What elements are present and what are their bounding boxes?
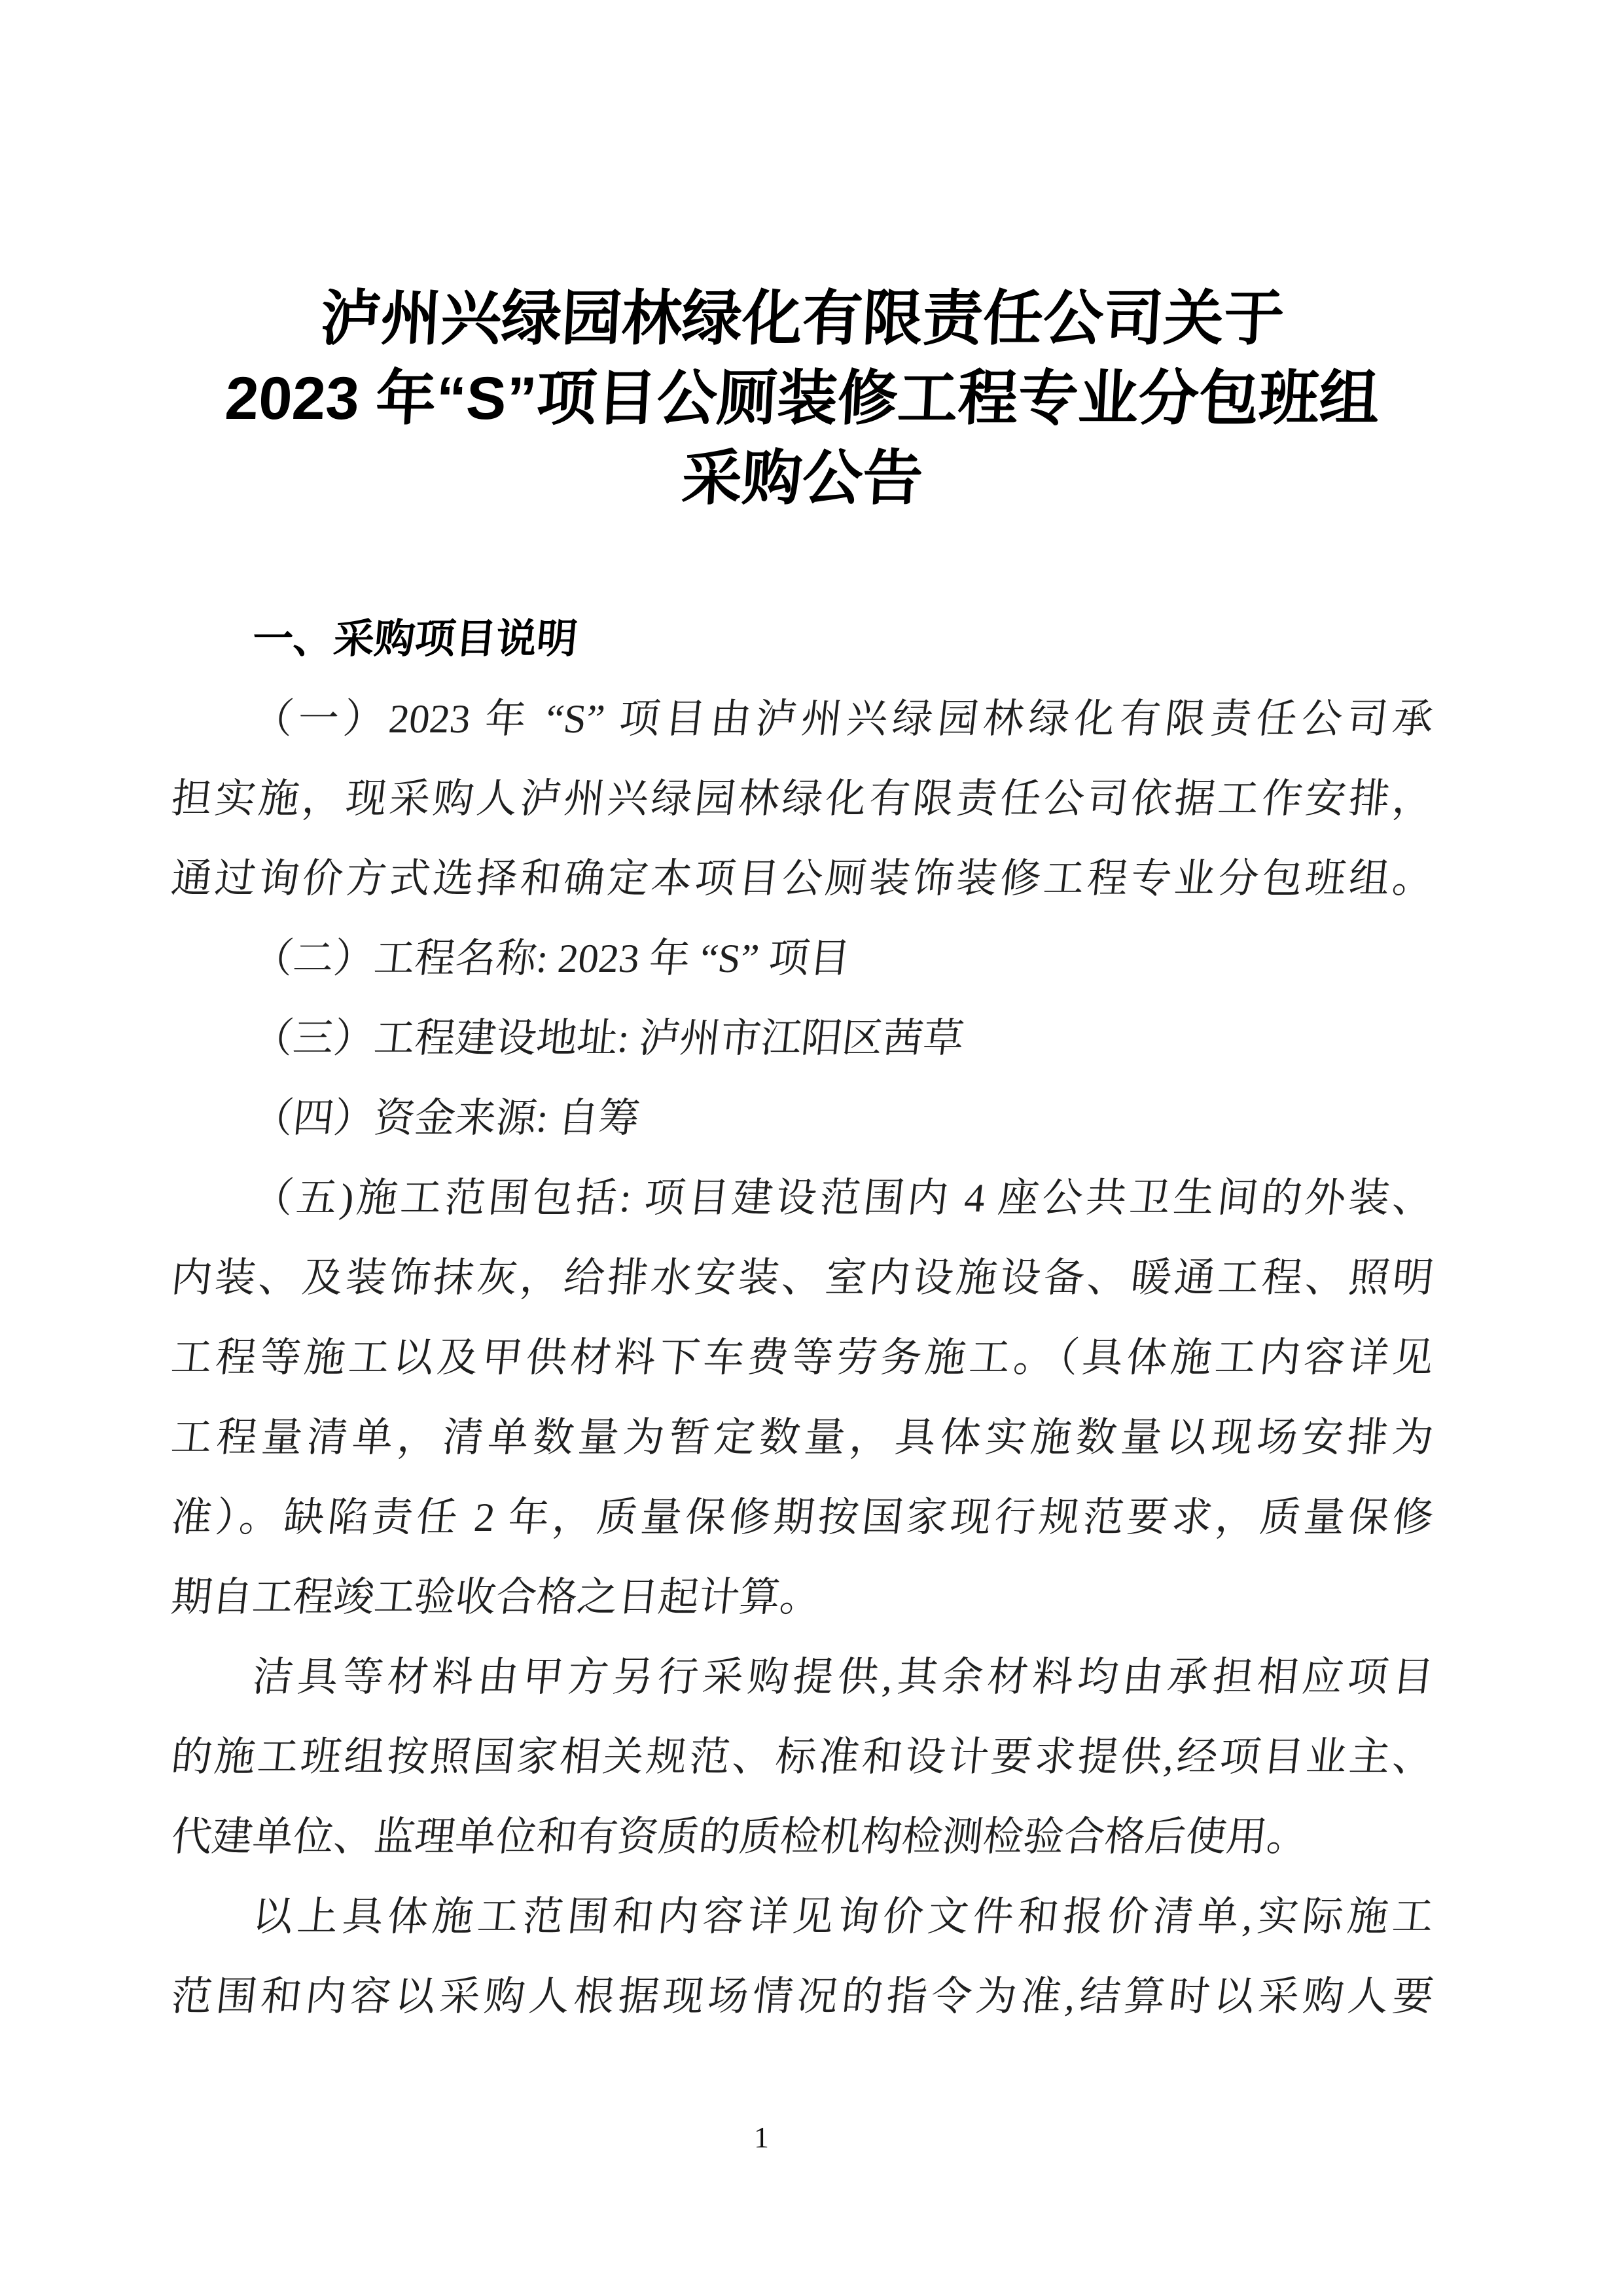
body-line: 的施工班组按照国家相关规范、标准和设计要求提供,经项目业主、 <box>169 1735 1436 1780</box>
document-title <box>171 279 1433 518</box>
body-line: 准）。缺陷责任 2 年，质量保修期按国家现行规范要求，质量保修 <box>169 1496 1436 1540</box>
body-line: 以上具体施工范围和内容详见询价文件和报价清单,实际施工 <box>250 1895 1436 1939</box>
body-line: （一）2023 年 “S” 项目由泸州兴绿园林绿化有限责任公司承 <box>250 697 1436 742</box>
document-body <box>169 679 1436 2037</box>
body-line: 范围和内容以采购人根据现场情况的指令为准,结算时以采购人要 <box>169 1975 1436 2019</box>
body-line: 期自工程竣工验收合格之日起计算。 <box>169 1575 823 1620</box>
title-line-2: 2023 年“S”项目公厕装修工程专业分包班组 <box>223 365 1382 432</box>
title-line-3: 采购公告 <box>680 445 925 512</box>
body-line: （二）工程名称: 2023 年 “S” 项目 <box>250 937 853 981</box>
section-heading: 一、采购项目说明 <box>251 617 580 662</box>
page-number: 1 <box>754 2121 769 2154</box>
body-line: （三）工程建设地址: 泸州市江阳区茜草 <box>250 1016 967 1061</box>
body-line: 工程等施工以及甲供材料下车费等劳务施工。（具体施工内容详见 <box>169 1336 1436 1380</box>
body-line: 代建单位、监理单位和有资质的质检机构检测检验合格后使用。 <box>169 1815 1310 1859</box>
body-line: （五)施工范围包括: 项目建设范围内 4 座公共卫生间的外装、 <box>250 1176 1436 1221</box>
body-line: 通过询价方式选择和确定本项目公厕装饰装修工程专业分包班组。 <box>169 857 1436 901</box>
body-line: （四）资金来源: 自筹 <box>250 1096 642 1141</box>
body-line: 工程量清单，清单数量为暂定数量，具体实施数量以现场安排为 <box>169 1416 1436 1460</box>
body-line: 洁具等材料由甲方另行采购提供,其余材料均由承担相应项目 <box>250 1655 1436 1700</box>
body-line: 内装、及装饰抹灰，给排水安装、室内设施设备、暖通工程、照明 <box>169 1256 1436 1300</box>
title-line-1: 泸州兴绿园林绿化有限责任公司关于 <box>319 285 1286 352</box>
body-line: 担实施，现采购人泸州兴绿园林绿化有限责任公司依据工作安排， <box>169 777 1436 821</box>
